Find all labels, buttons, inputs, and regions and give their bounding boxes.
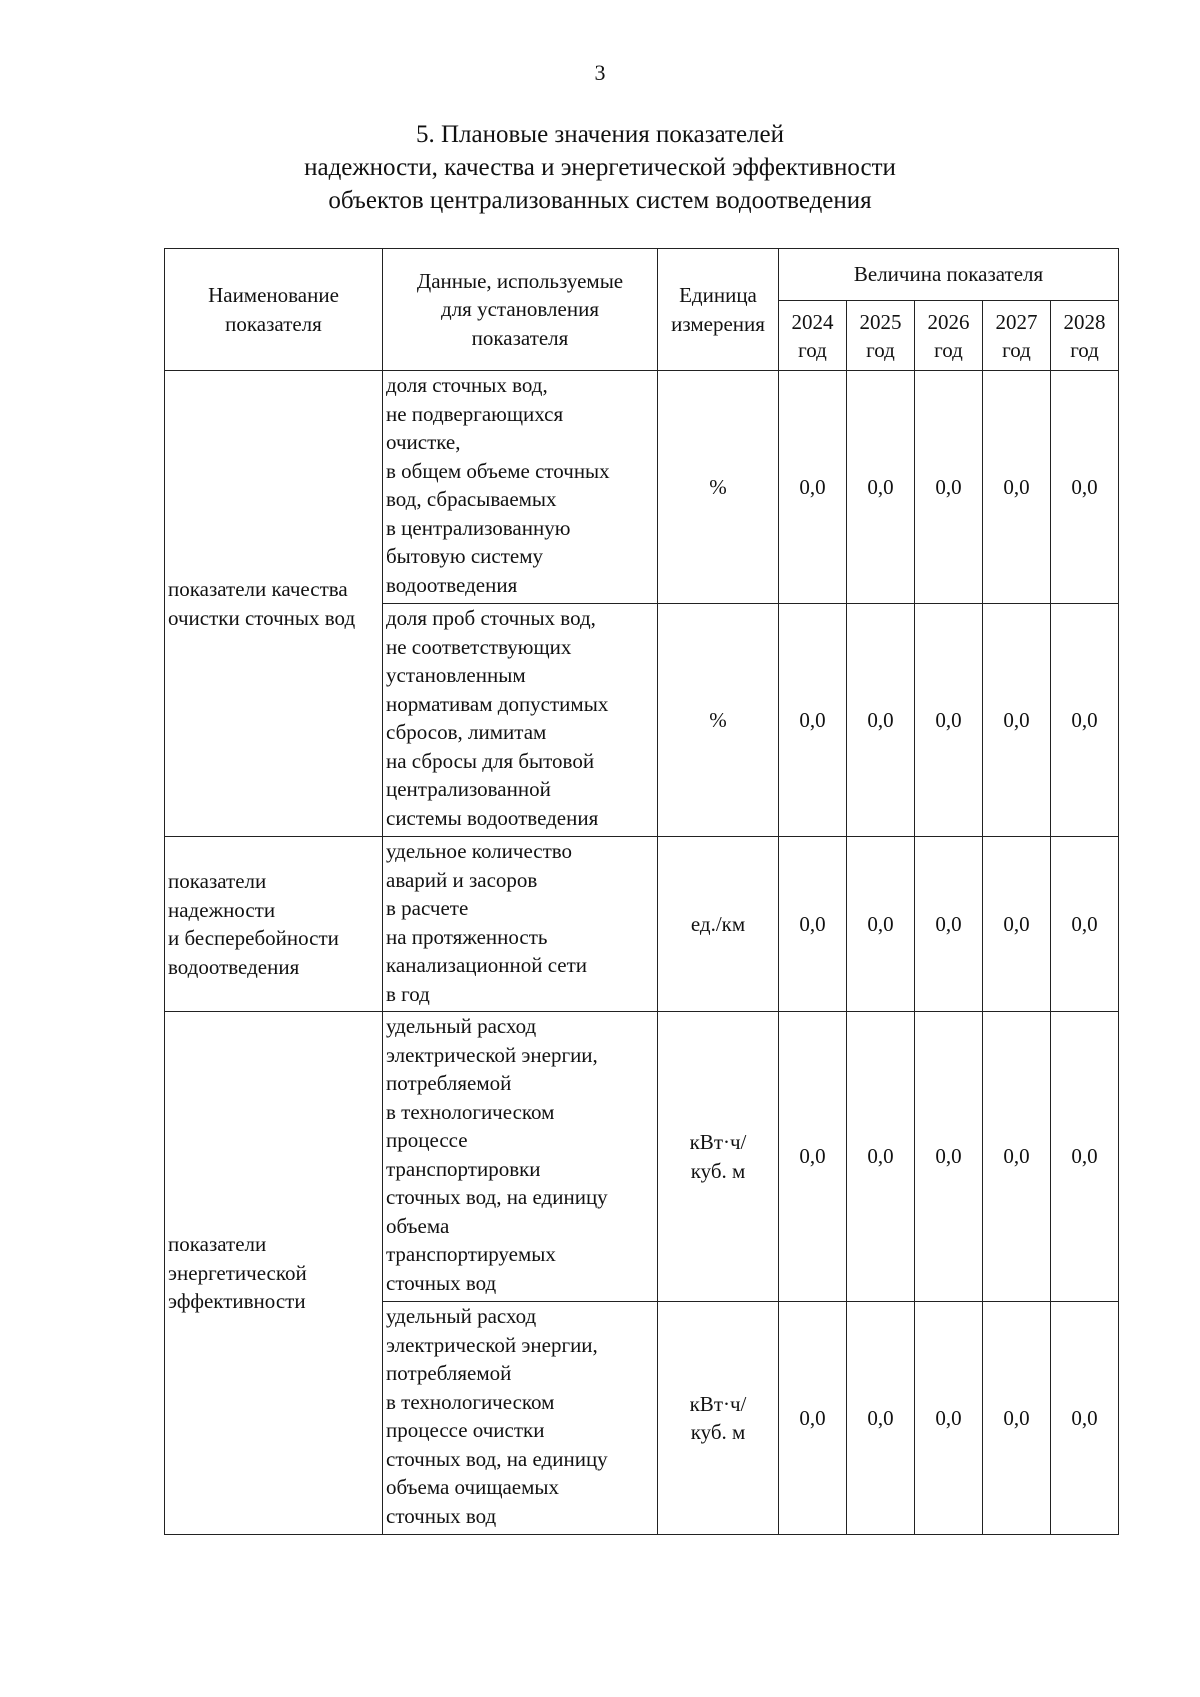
title-line: надежности, качества и энергетической эффективности: [304, 154, 896, 181]
indicator-data: удельное количество аварий и засоров в расчете на протяженность канализационной сети в год: [383, 837, 658, 1012]
header-year: 2024 год: [779, 301, 847, 371]
value-cell: 0,0: [847, 1302, 915, 1535]
value-cell: 0,0: [983, 1302, 1051, 1535]
header-year: 2028 год: [1051, 301, 1119, 371]
indicator-name: показатели качества очистки сточных вод: [165, 371, 383, 837]
page-number: 3: [594, 60, 606, 85]
indicator-name: показатели надежности и бесперебойности водоотведения: [165, 837, 383, 1012]
value-cell: 0,0: [779, 1012, 847, 1302]
value-cell: 0,0: [915, 604, 983, 837]
value-cell: 0,0: [847, 1012, 915, 1302]
indicator-unit: ед./км: [658, 837, 779, 1012]
value-cell: 0,0: [779, 837, 847, 1012]
value-cell: 0,0: [915, 1302, 983, 1535]
indicator-data: доля проб сточных вод, не соответствующих установленным нормативам допустимых сбросов, лимитам на сбросы для бытовой централизованной системы водоотведения: [383, 604, 658, 837]
indicator-data: удельный расход электрической энергии, потребляемой в технологическом процессе очистки сточных вод, на единицу объема очищаемых сточных вод: [383, 1302, 658, 1535]
title-line: объектов централизованных систем водоотведения: [328, 187, 872, 214]
header-year: 2026 год: [915, 301, 983, 371]
value-cell: 0,0: [779, 1302, 847, 1535]
header-year: 2025 год: [847, 301, 915, 371]
value-cell: 0,0: [1051, 837, 1119, 1012]
page-title: [0, 118, 1200, 217]
value-cell: 0,0: [847, 837, 915, 1012]
value-cell: 0,0: [847, 604, 915, 837]
value-cell: 0,0: [779, 604, 847, 837]
table-row: [165, 837, 1119, 1012]
indicator-unit: кВт·ч/ куб. м: [658, 1012, 779, 1302]
value-cell: 0,0: [1051, 1302, 1119, 1535]
table-row: [165, 371, 1119, 604]
title-line: 5. Плановые значения показателей: [415, 121, 785, 148]
value-cell: 0,0: [1051, 604, 1119, 837]
header-source-data: Данные, используемые для установления показателя: [383, 249, 658, 371]
value-cell: 0,0: [1051, 371, 1119, 604]
value-cell: 0,0: [1051, 1012, 1119, 1302]
value-cell: 0,0: [779, 371, 847, 604]
value-cell: 0,0: [915, 1012, 983, 1302]
value-cell: 0,0: [983, 604, 1051, 837]
header-indicator-name: Наименование показателя: [165, 249, 383, 371]
value-cell: 0,0: [915, 837, 983, 1012]
indicator-unit: %: [658, 604, 779, 837]
indicator-unit: кВт·ч/ куб. м: [658, 1302, 779, 1535]
indicator-unit: %: [658, 371, 779, 604]
indicator-data: удельный расход электрической энергии, потребляемой в технологическом процессе транспортировки сточных вод, на единицу объема транспортируемых сточных вод: [383, 1012, 658, 1302]
indicator-data: доля сточных вод, не подвергающихся очистке, в общем объеме сточных вод, сбрасываемых в централизованную бытовую систему водоотведения: [383, 371, 658, 604]
header-value-group: Величина показателя: [779, 249, 1119, 301]
value-cell: 0,0: [983, 837, 1051, 1012]
indicators-table: [164, 248, 1119, 1535]
value-cell: 0,0: [847, 371, 915, 604]
value-cell: 0,0: [915, 371, 983, 604]
indicator-name: показатели энергетической эффективности: [165, 1012, 383, 1535]
table-row: [165, 1012, 1119, 1302]
value-cell: 0,0: [983, 1012, 1051, 1302]
header-unit: Единица измерения: [658, 249, 779, 371]
value-cell: 0,0: [983, 371, 1051, 604]
header-year: 2027 год: [983, 301, 1051, 371]
